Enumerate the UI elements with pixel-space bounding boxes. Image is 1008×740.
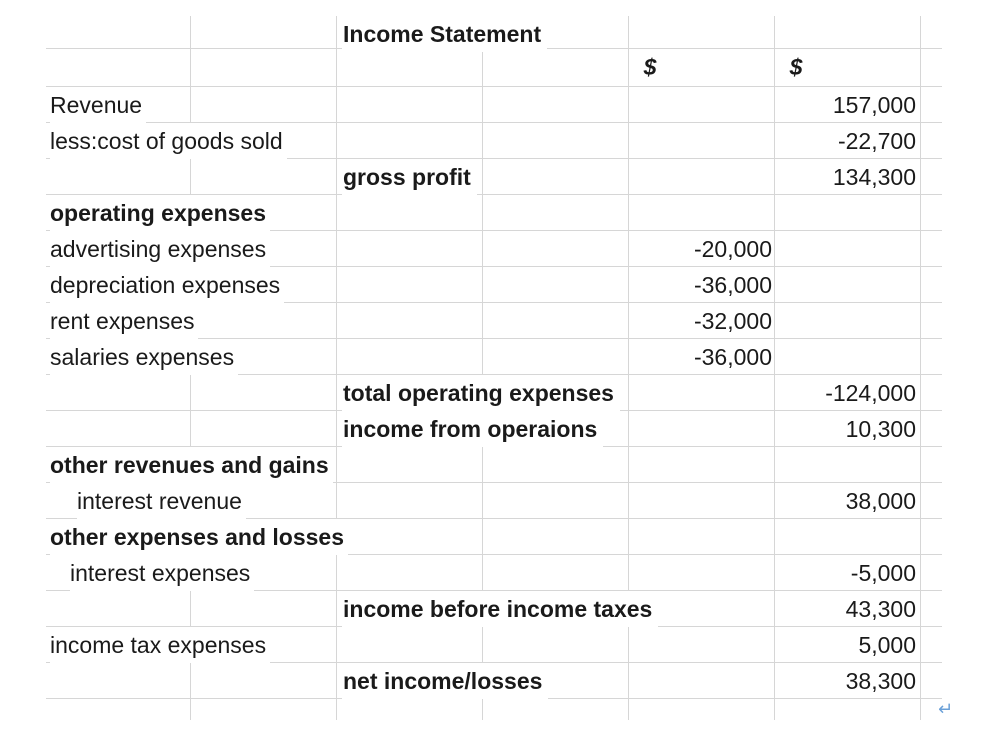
table-row: [46, 16, 942, 52]
table-row: [46, 303, 942, 339]
table-row: [46, 195, 942, 231]
table-row: [46, 519, 942, 555]
statement-title[interactable]: Income Statement: [342, 16, 547, 52]
currency-header-d[interactable]: $: [643, 54, 657, 80]
amount-cell[interactable]: 134,300: [832, 164, 916, 190]
table-row: [46, 627, 942, 663]
row-label[interactable]: depreciation expenses: [50, 267, 284, 303]
table-row: [46, 159, 942, 195]
amount-cell[interactable]: -36,000: [693, 344, 772, 370]
row-label[interactable]: Revenue: [50, 87, 146, 123]
subtotal-label[interactable]: net income/losses: [342, 663, 548, 699]
amount-cell[interactable]: 5,000: [858, 632, 916, 658]
amount-cell[interactable]: 38,300: [845, 668, 916, 694]
section-heading[interactable]: other revenues and gains: [50, 447, 333, 483]
row-label[interactable]: interest revenue: [77, 483, 246, 519]
paragraph-mark-icon: ↵: [938, 699, 954, 719]
spreadsheet-grid[interactable]: [46, 16, 942, 720]
amount-cell[interactable]: -32,000: [693, 308, 772, 334]
amount-cell[interactable]: 157,000: [832, 92, 916, 118]
section-heading[interactable]: operating expenses: [50, 195, 270, 231]
row-label[interactable]: less:cost of goods sold: [50, 123, 287, 159]
table-row: [46, 375, 942, 411]
amount-cell[interactable]: -36,000: [693, 272, 772, 298]
row-label[interactable]: income tax expenses: [50, 627, 270, 663]
currency-header-e[interactable]: $: [789, 54, 803, 80]
table-row: [46, 123, 942, 159]
subtotal-label[interactable]: income from operaions: [342, 411, 603, 447]
row-label[interactable]: salaries expenses: [50, 339, 238, 375]
row-label[interactable]: interest expenses: [70, 555, 254, 591]
table-row: [46, 591, 942, 627]
table-row: [46, 447, 942, 483]
amount-cell[interactable]: -124,000: [825, 380, 916, 406]
subtotal-label[interactable]: total operating expenses: [342, 375, 620, 411]
amount-cell[interactable]: -20,000: [693, 236, 772, 262]
section-heading[interactable]: other expenses and losses: [50, 519, 348, 555]
subtotal-label[interactable]: income before income taxes: [342, 591, 658, 627]
amount-cell[interactable]: -22,700: [837, 128, 916, 154]
subtotal-label[interactable]: gross profit: [342, 159, 477, 195]
row-label[interactable]: advertising expenses: [50, 231, 270, 267]
table-row: [46, 411, 942, 447]
amount-cell[interactable]: 10,300: [845, 416, 916, 442]
table-row: [46, 49, 942, 85]
table-row: [46, 555, 942, 591]
amount-cell[interactable]: 38,000: [845, 488, 916, 514]
amount-cell[interactable]: -5,000: [850, 560, 916, 586]
table-row: [46, 267, 942, 303]
row-label[interactable]: rent expenses: [50, 303, 198, 339]
table-row: [46, 339, 942, 375]
table-row: [46, 663, 942, 699]
table-row: [46, 483, 942, 519]
table-row: [46, 231, 942, 267]
amount-cell[interactable]: 43,300: [845, 596, 916, 622]
table-row: [46, 87, 942, 123]
